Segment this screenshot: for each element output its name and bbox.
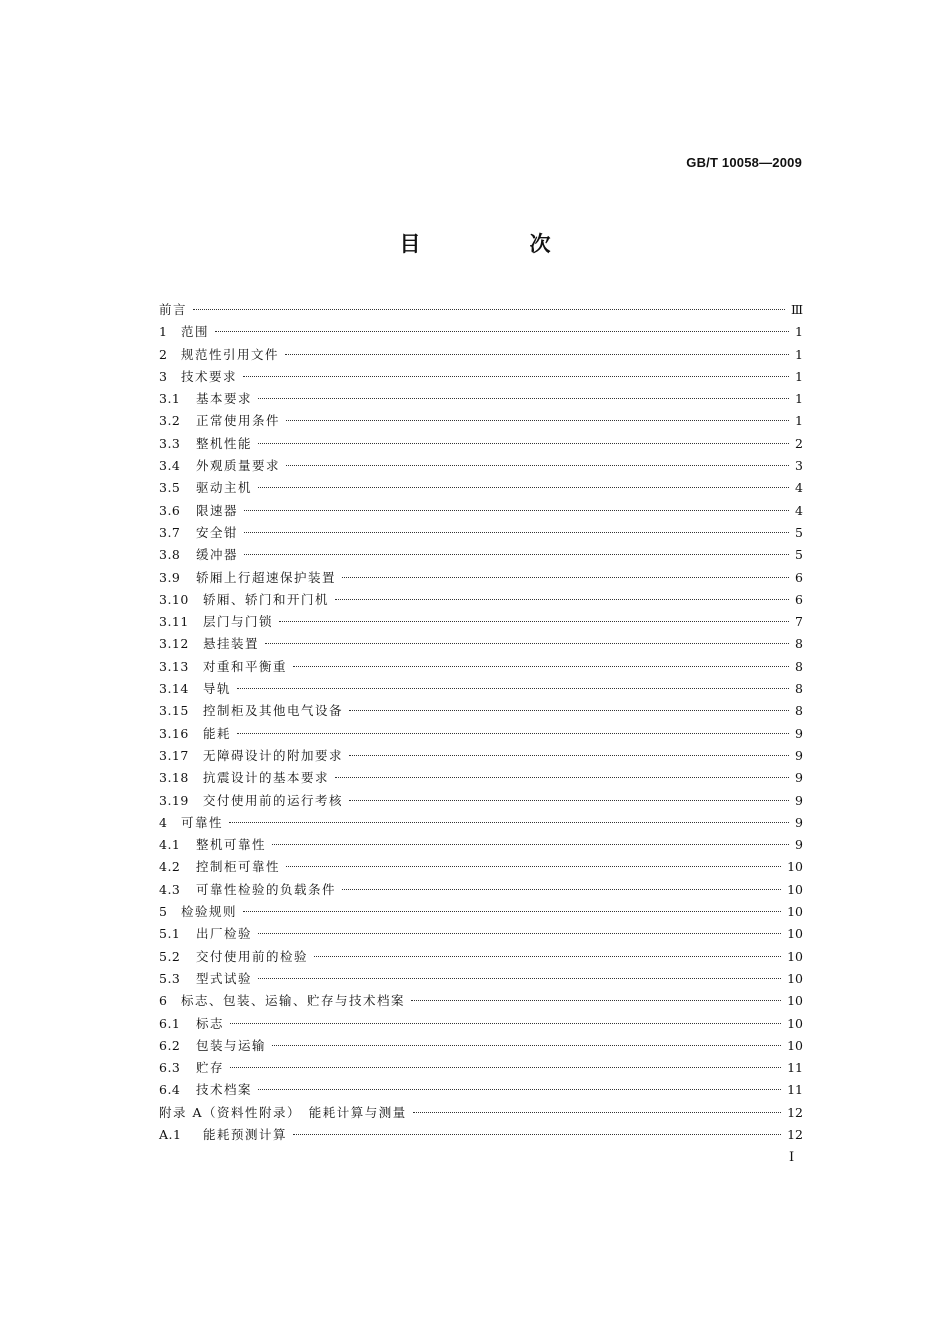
toc-entry-number: 3.17	[159, 747, 189, 763]
toc-entry-number: 3	[159, 368, 168, 384]
toc-entry-label: 轿厢、轿门和开门机	[203, 591, 330, 607]
toc-entry[interactable]	[159, 678, 803, 700]
toc-dot-leader	[230, 1067, 781, 1068]
toc-dot-leader	[258, 443, 789, 444]
toc-dot-leader	[349, 800, 789, 801]
toc-entry-page: 3	[795, 458, 803, 474]
toc-dot-leader	[342, 889, 781, 890]
toc-entry-page: 10	[787, 1015, 803, 1031]
toc-entry-page: 11	[787, 1082, 803, 1098]
toc-entry-number: 4.2	[159, 859, 181, 875]
toc-entry-number: 5.2	[159, 948, 181, 964]
toc-entry[interactable]	[159, 477, 803, 499]
toc-dot-leader	[335, 599, 789, 600]
toc-entry[interactable]	[159, 410, 803, 432]
toc-entry-label: 抗震设计的基本要求	[203, 770, 330, 786]
toc-entry-label: 正常使用条件	[196, 413, 281, 429]
toc-entry-label: 交付使用前的运行考核	[203, 792, 344, 808]
toc-entry-label: 对重和平衡重	[203, 658, 288, 674]
toc-entry-label: 出厂检验	[196, 926, 253, 942]
toc-entry-label: 技术要求	[181, 368, 238, 384]
toc-entry[interactable]	[159, 544, 803, 566]
toc-dot-leader	[265, 643, 789, 644]
toc-entry-page: 9	[795, 814, 803, 830]
toc-entry-number: 3.5	[159, 480, 181, 496]
toc-dot-leader	[258, 978, 781, 979]
toc-dot-leader	[258, 398, 789, 399]
toc-entry-number: 2	[159, 346, 168, 362]
toc-dot-leader	[314, 956, 781, 957]
toc-dot-leader	[279, 621, 789, 622]
toc-entry-page: 1	[795, 391, 803, 407]
toc-entry-page: 10	[787, 993, 803, 1009]
toc-entry-page: 1	[795, 413, 803, 429]
toc-entry-number: 3.9	[159, 569, 181, 585]
toc-dot-leader	[349, 755, 789, 756]
toc-dot-leader	[272, 1045, 781, 1046]
toc-entry-page: 9	[795, 837, 803, 853]
toc-dot-leader	[230, 1023, 781, 1024]
toc-entry-label: 缓冲器	[196, 547, 239, 563]
toc-entry[interactable]	[159, 433, 803, 455]
toc-entry-number: 3.6	[159, 502, 181, 518]
toc-entry-label: 贮存	[196, 1060, 225, 1076]
toc-entry-page: 5	[795, 547, 803, 563]
toc-entry[interactable]	[159, 522, 803, 544]
toc-entry-page: 10	[787, 859, 803, 875]
toc-entry-number: 3.4	[159, 458, 181, 474]
toc-entry[interactable]	[159, 388, 803, 410]
toc-entry-number: 6.2	[159, 1037, 181, 1053]
toc-dot-leader	[237, 733, 789, 734]
toc-dot-leader	[193, 309, 785, 310]
toc-entry[interactable]	[159, 366, 803, 388]
toc-entry[interactable]	[159, 633, 803, 655]
toc-entry-label: 标志、包装、运输、贮存与技术档案	[181, 993, 406, 1009]
toc-entry-label: 包装与运输	[196, 1037, 267, 1053]
toc-entry-page: 10	[787, 926, 803, 942]
toc-entry-label: 无障碍设计的附加要求	[203, 747, 344, 763]
toc-entry-number: 3.10	[159, 591, 189, 607]
toc-dot-leader	[215, 331, 789, 332]
toc-entry-page: 8	[795, 703, 803, 719]
toc-dot-leader	[237, 688, 789, 689]
toc-entry-label: 附录 A（资料性附录） 能耗计算与测量	[159, 1104, 407, 1120]
toc-entry[interactable]	[159, 812, 803, 834]
page-title: 目 次	[399, 232, 595, 256]
toc-dot-leader	[413, 1112, 781, 1113]
toc-dot-leader	[342, 577, 789, 578]
toc-dot-leader	[411, 1000, 781, 1001]
page-number: I	[789, 1150, 795, 1165]
toc-entry-page: 1	[795, 324, 803, 340]
toc-entry[interactable]	[159, 500, 803, 522]
toc-entry-page: 12	[787, 1104, 803, 1120]
toc-entry-label: 检验规则	[181, 904, 238, 920]
toc-entry-label: 整机可靠性	[196, 837, 267, 853]
toc-entry[interactable]	[159, 790, 803, 812]
toc-entry[interactable]	[159, 879, 803, 901]
toc-entry[interactable]	[159, 700, 803, 722]
toc-entry-number: 6	[159, 993, 168, 1009]
toc-entry-number: 3.11	[159, 614, 189, 630]
toc-entry-label: 规范性引用文件	[181, 346, 280, 362]
toc-entry-page: 8	[795, 636, 803, 652]
toc-dot-leader	[244, 532, 789, 533]
toc-entry-number: 3.7	[159, 524, 181, 540]
toc-dot-leader	[243, 376, 789, 377]
toc-dot-leader	[335, 777, 789, 778]
toc-dot-leader	[244, 510, 789, 511]
toc-entry[interactable]	[159, 990, 803, 1012]
toc-entry-label: 基本要求	[196, 391, 253, 407]
toc-entry-label: 安全钳	[196, 524, 239, 540]
toc-entry-label: 交付使用前的检验	[196, 948, 309, 964]
toc-dot-leader	[229, 822, 789, 823]
toc-entry[interactable]	[159, 723, 803, 745]
toc-entry-page: 9	[795, 792, 803, 808]
toc-entry-number: 3.16	[159, 725, 189, 741]
toc-entry-page: 8	[795, 658, 803, 674]
toc-entry-page: 4	[795, 480, 803, 496]
toc-entry[interactable]	[159, 1079, 803, 1101]
toc-entry-page: 1	[795, 368, 803, 384]
toc-entry[interactable]	[159, 968, 803, 990]
toc-entry-page: 12	[787, 1126, 803, 1142]
toc-entry-number: 3.3	[159, 435, 181, 451]
toc-entry-label: 可靠性	[181, 814, 224, 830]
toc-entry[interactable]	[159, 611, 803, 633]
toc-dot-leader	[349, 710, 789, 711]
toc-dot-leader	[272, 844, 789, 845]
toc-entry[interactable]	[159, 589, 803, 611]
toc-entry[interactable]	[159, 767, 803, 789]
toc-entry-number: 4.1	[159, 837, 181, 853]
toc-entry-label: 驱动主机	[196, 480, 253, 496]
toc-entry[interactable]	[159, 901, 803, 923]
toc-entry[interactable]	[159, 856, 803, 878]
toc-entry[interactable]	[159, 1102, 803, 1124]
toc-entry-page: 5	[795, 524, 803, 540]
standard-code: GB/T 10058—2009	[686, 155, 802, 170]
toc-entry[interactable]	[159, 567, 803, 589]
toc-entry-label: 前言	[159, 302, 188, 317]
toc-entry-page: 10	[787, 881, 803, 897]
toc-dot-leader	[293, 1134, 781, 1135]
toc-entry-label: 能耗预测计算	[203, 1126, 288, 1142]
toc-entry-label: 可靠性检验的负载条件	[196, 881, 337, 897]
toc-entry-label: 范围	[181, 324, 210, 340]
toc-entry[interactable]	[159, 1057, 803, 1079]
toc-entry-number: 1	[159, 324, 168, 340]
toc-entry-number: 6.4	[159, 1082, 181, 1098]
toc-entry-page: 10	[787, 904, 803, 920]
toc-entry-number: 3.18	[159, 770, 189, 786]
toc-dot-leader	[243, 911, 781, 912]
toc-entry[interactable]	[159, 923, 803, 945]
toc-entry-number: 3.1	[159, 391, 181, 407]
toc-entry-number: 3.13	[159, 658, 189, 674]
table-of-contents	[159, 299, 803, 1146]
toc-entry-number: 3.15	[159, 703, 189, 719]
toc-entry-number: 4	[159, 814, 168, 830]
toc-entry[interactable]	[159, 455, 803, 477]
toc-entry-page: 7	[795, 614, 803, 630]
toc-entry-page: 8	[795, 681, 803, 697]
toc-entry-label: 限速器	[196, 502, 239, 518]
toc-entry-label: 轿厢上行超速保护装置	[196, 569, 337, 585]
toc-entry-page: 10	[787, 970, 803, 986]
toc-entry-number: 4.3	[159, 881, 181, 897]
toc-entry[interactable]	[159, 321, 803, 343]
toc-entry-label: 能耗	[203, 725, 232, 741]
toc-entry-number: 3.8	[159, 547, 181, 563]
toc-entry-label: 整机性能	[196, 435, 253, 451]
toc-entry-label: 悬挂装置	[203, 636, 260, 652]
toc-entry-page: 9	[795, 725, 803, 741]
toc-entry-label: 控制柜及其他电气设备	[203, 703, 344, 719]
toc-entry[interactable]	[159, 1124, 803, 1146]
toc-entry-label: 型式试验	[196, 970, 253, 986]
toc-entry[interactable]	[159, 656, 803, 678]
toc-entry-number: 3.19	[159, 792, 189, 808]
toc-entry-number: 5.3	[159, 970, 181, 986]
toc-entry-number: 3.14	[159, 681, 189, 697]
toc-entry-label: 控制柜可靠性	[196, 859, 281, 875]
toc-entry-page: Ⅲ	[790, 302, 803, 317]
toc-entry-number: 3.2	[159, 413, 181, 429]
toc-entry-label: 技术档案	[196, 1082, 253, 1098]
toc-dot-leader	[286, 420, 789, 421]
toc-entry-page: 11	[787, 1060, 803, 1076]
toc-entry-page: 9	[795, 770, 803, 786]
toc-dot-leader	[258, 1089, 781, 1090]
toc-dot-leader	[258, 487, 789, 488]
toc-entry-number: 5.1	[159, 926, 181, 942]
toc-entry-label: 导轨	[203, 681, 232, 697]
toc-entry-label: 外观质量要求	[196, 458, 281, 474]
toc-dot-leader	[286, 465, 789, 466]
toc-entry[interactable]	[159, 834, 803, 856]
toc-entry-number: 3.12	[159, 636, 189, 652]
toc-entry-page: 1	[795, 346, 803, 362]
toc-entry[interactable]	[159, 1013, 803, 1035]
toc-entry-label: 标志	[196, 1015, 225, 1031]
toc-entry-page: 9	[795, 747, 803, 763]
toc-entry-number: 6.1	[159, 1015, 181, 1031]
toc-dot-leader	[293, 666, 789, 667]
toc-dot-leader	[285, 354, 789, 355]
toc-entry-page: 10	[787, 1037, 803, 1053]
toc-entry-page: 6	[795, 569, 803, 585]
toc-entry-page: 4	[795, 502, 803, 518]
toc-entry-number: 5	[159, 904, 168, 920]
toc-entry-number: 6.3	[159, 1060, 181, 1076]
toc-entry[interactable]	[159, 1035, 803, 1057]
toc-entry[interactable]	[159, 745, 803, 767]
toc-entry[interactable]	[159, 946, 803, 968]
toc-entry-page: 10	[787, 948, 803, 964]
toc-entry-page: 6	[795, 591, 803, 607]
toc-dot-leader	[286, 866, 781, 867]
toc-entry-label: 层门与门锁	[203, 614, 274, 630]
toc-entry-page: 2	[795, 435, 803, 451]
toc-entry-number: A.1	[159, 1126, 182, 1142]
toc-dot-leader	[258, 933, 781, 934]
toc-entry[interactable]	[159, 344, 803, 366]
toc-entry[interactable]	[159, 299, 803, 321]
toc-dot-leader	[244, 554, 789, 555]
